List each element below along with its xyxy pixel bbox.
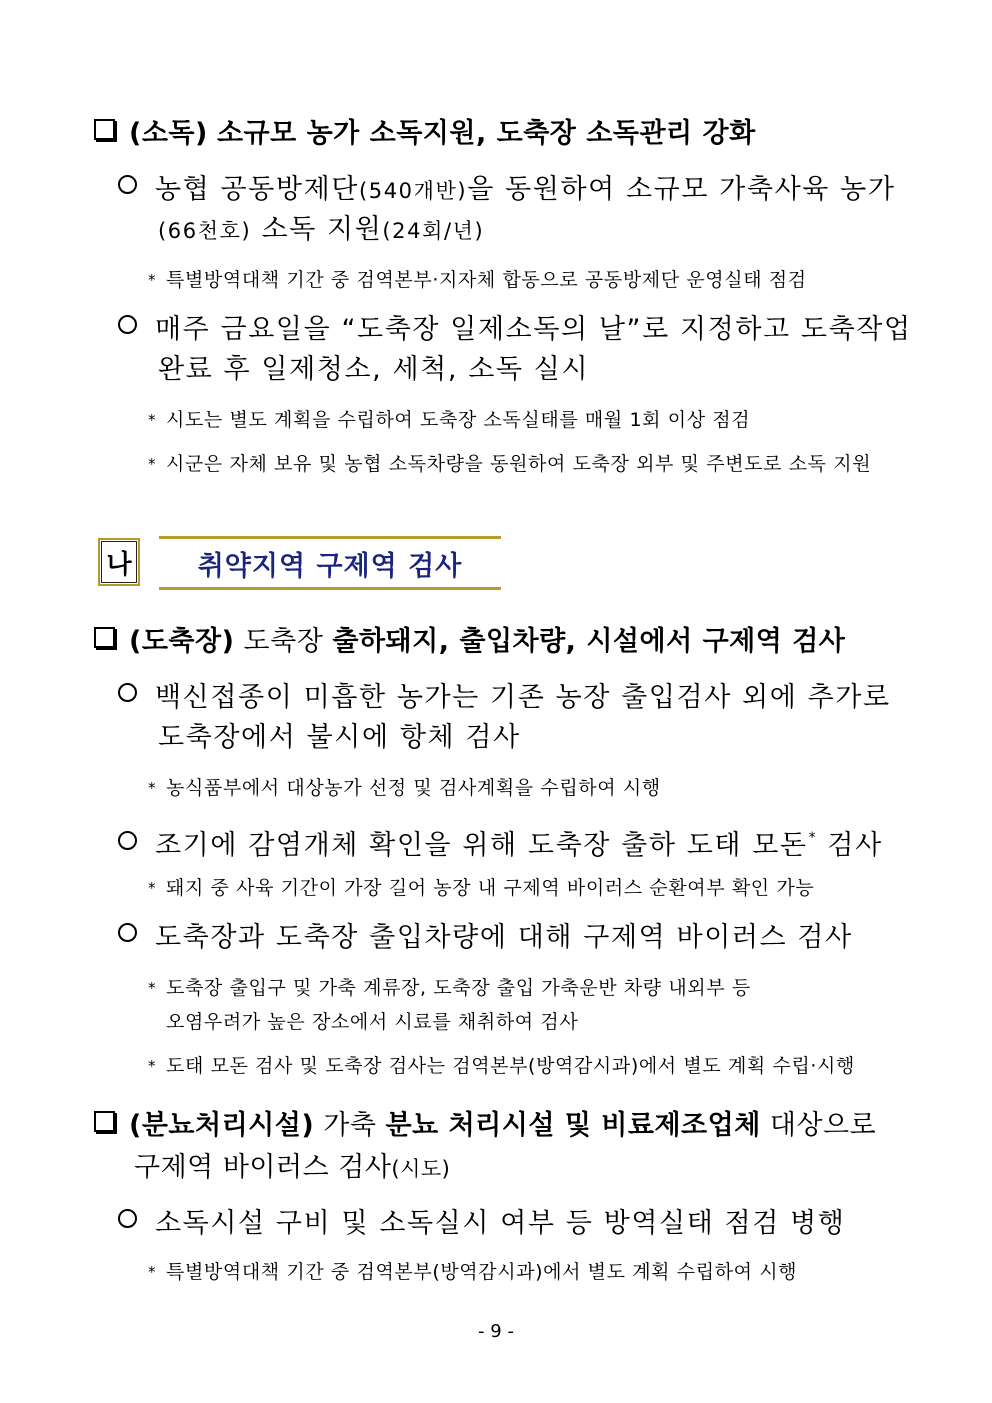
list-item-continuation: (66천호) 소독 지원(24회/년) [158,214,485,245]
note-item-continuation: 오염우려가 높은 장소에서 시료를 채취하여 검사 [166,1011,579,1033]
asterisk-icon: * [148,879,157,897]
asterisk-icon: * [148,271,157,289]
square-bullet-icon [94,1111,115,1132]
note-item: * 특별방역대책 기간 중 검역본부·지자체 합동으로 공동방제단 운영실태 점검 [148,264,807,296]
note-item: * 시군은 자체 보유 및 농협 소독차량을 동원하여 도축장 외부 및 주변도로 소독 지원 [148,448,871,480]
note-item: * 도축장 출입구 및 가축 계류장, 도축장 출입 가축운반 차량 내외부 등 [148,972,751,1004]
circle-bullet-icon [118,175,137,194]
asterisk-icon: * [148,455,157,473]
circle-bullet-icon [118,315,137,334]
heading-title: 취약지역 구제역 검사 [159,536,501,590]
section-tag: (분뇨처리시설) [129,1110,315,1141]
list-item-continuation: 도축장에서 불시에 항체 검사 [158,722,521,753]
page-number: - 9 - [478,1321,514,1342]
circle-bullet-icon [118,1209,137,1228]
circle-bullet-icon [118,683,137,702]
list-item-continuation: 완료 후 일제청소, 세척, 소독 실시 [158,354,590,385]
circle-bullet-icon [118,923,137,942]
section-heading-bunnyo: (분뇨처리시설) 가축 분뇨 처리시설 및 비료제조업체 대상으로 [94,1108,876,1144]
note-item: * 특별방역대책 기간 중 검역본부(방역감시과)에서 별도 계획 수립하여 시행 [148,1256,797,1288]
square-bullet-icon [94,119,115,140]
footnote-marker: * [808,830,818,846]
list-item: 조기에 감염개체 확인을 위해 도축장 출하 도태 모돈* 검사 [118,818,883,866]
asterisk-icon: * [148,779,157,797]
list-item: 백신접종이 미흡한 농가는 기존 농장 출입검사 외에 추가로 [118,678,891,718]
asterisk-icon: * [148,979,157,997]
section-heading-sodok [94,116,756,152]
note-item: * 도태 모돈 검사 및 도축장 검사는 검역본부(방역감시과)에서 별도 계획 수립·시행 [148,1050,855,1082]
square-bullet-icon [94,627,115,648]
list-item: 매주 금요일을 “도축장 일제소독의 날”로 지정하고 도축작업 [118,310,912,350]
section-tag: (도축장) [129,626,235,657]
section-heading-continuation: 구제역 바이러스 검사(시도) [134,1152,451,1183]
note-item: * 시도는 별도 계획을 수립하여 도축장 소독실태를 매월 1회 이상 점검 [148,404,750,436]
heading-box-frame [101,541,137,583]
asterisk-icon: * [148,411,157,429]
circle-bullet-icon [118,831,137,850]
asterisk-icon: * [148,1263,157,1281]
note-item: * 농식품부에서 대상농가 선정 및 검사계획을 수립하여 시행 [148,772,661,804]
asterisk-icon: * [148,1057,157,1075]
section-title: 소규모 농가 소독지원, 도축장 소독관리 강화 [216,118,756,149]
note-item: * 돼지 중 사육 기간이 가장 길어 농장 내 구제역 바이러스 순환여부 확인 가능 [148,872,814,904]
heading-label: 나 [106,549,132,580]
list-item: 도축장과 도축장 출입차량에 대해 구제역 바이러스 검사 [118,918,853,958]
list-item: 소독시설 구비 및 소독실시 여부 등 방역실태 점검 병행 [118,1204,845,1244]
section-tag: (소독) [129,118,208,149]
section-heading-dochukjang: (도축장) 도축장 출하돼지, 출입차량, 시설에서 구제역 검사 [94,624,845,660]
list-item: 농협 공동방제단(540개반)을 동원하여 소규모 가축사육 농가 [118,170,896,211]
